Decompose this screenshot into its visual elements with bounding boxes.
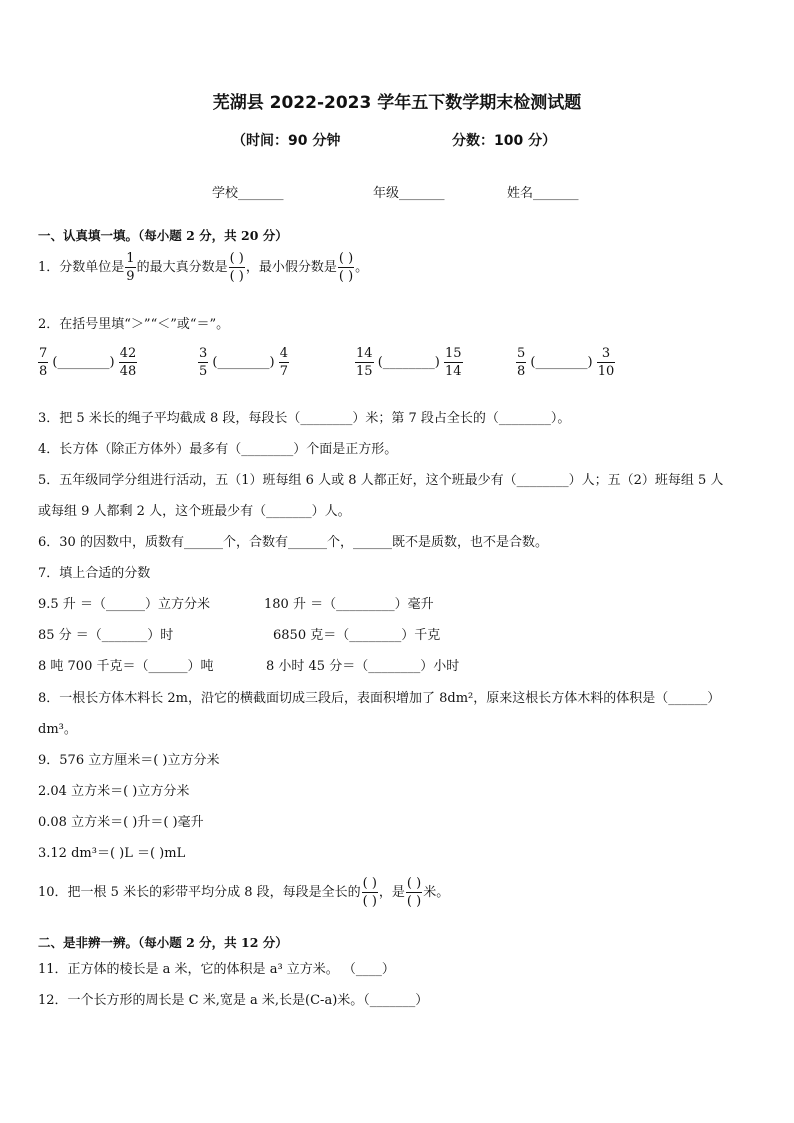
question-10: 10．把一根 5 米长的彩带平均分成 8 段，每段是全长的 ( ) ( ) ，是 ( ) ( ) 米。 [38,876,450,909]
q7-row-2b: 6850 克＝（________）千克 [273,628,441,643]
question-9-line-3: 0.08 立方米＝( )升＝( )毫升 [38,815,204,830]
school-field: 学校_______ [212,186,284,201]
fraction-blank: ( ) ( ) [338,251,354,284]
exam-score: 分数：100 分） [452,133,557,149]
question-2: 2．在括号里填“＞”“＜”或“＝”。 [38,317,230,332]
q1-text: 的最大真分数是 [136,260,228,275]
question-9-line-2: 2.04 立方米＝( )立方分米 [38,784,190,799]
fraction-blank: ( ) ( ) [406,876,422,909]
exam-time: （时间：90 分钟 [232,133,341,149]
question-8-line-2: dm³。 [38,722,77,737]
compare-pair: $\frac{3}{5}$ (________) $\frac{4}{7}$ [199,346,288,379]
compare-pair: $\frac{14}{15}$ (________) $\frac{15}{14}$ [356,346,462,379]
section-2-heading: 二、是非辨一辨。（每小题 2 分，共 12 分） [38,935,288,950]
page-title: 芜湖县 2022-2023 学年五下数学期末检测试题 [212,93,582,113]
q1-prefix: 1．分数单位是 [38,260,125,275]
question-5-line-2: 或每组 9 人都剩 2 人，这个班最少有（_______）人。 [38,504,351,519]
fraction-blank: ( ) ( ) [229,251,244,284]
question-7-heading: 7．填上合适的分数 [38,566,151,581]
question-4: 4．长方体（除正方体外）最多有（________）个面是正方形。 [38,442,398,457]
q7-row-1a: 9.5 升 ＝（______）立方分米 [38,597,210,612]
q7-row-3b: 8 小时 45 分＝（________）小时 [266,659,460,674]
question-9-line-4: 3.12 dm³＝( )L ＝( )mL [38,846,186,861]
question-3: 3．把 5 米长的绳子平均截成 8 段，每段长（________）米；第 7 段占全长的（________）。 [38,411,571,426]
question-9-line-1: 9．576 立方厘米＝( )立方分米 [38,753,220,768]
question-12: 12．一个长方形的周长是 C 米,宽是 a 米,长是(C-a)米。（_______） [38,993,429,1008]
question-6: 6．30 的因数中，质数有______个，合数有______个，______既不是质数，也不是合数。 [38,535,548,550]
compare-pair: $\frac{7}{8}$ (________) $\frac{42}{48}$ [39,346,137,379]
question-1: 1．分数单位是 $\frac{1}{9}$ 的最大真分数是 ( ) ( ) ，最小假分数是 ( ) ( ) 。 [38,251,369,284]
question-8-line-1: 8．一根长方体木料长 2m，沿它的横截面切成三段后，表面积增加了 8dm²，原来这根长方体木料的体积是（______） [38,691,721,706]
fraction-blank: ( ) ( ) [362,876,377,909]
question-5-line-1: 5．五年级同学分组进行活动，五（1）班每组 6 人或 8 人都正好，这个班最少有（________）人；五（2）班每组 5 人 [38,473,724,488]
q7-row-1b: 180 升 ＝（_________）毫升 [264,597,434,612]
name-field: 姓名_______ [507,186,579,201]
fraction-unit: $\frac{1}{9}$ [126,251,135,284]
grade-field: 年级_______ [373,186,445,201]
question-11: 11．正方体的棱长是 a 米，它的体积是 a³ 立方米。 （____） [38,962,395,977]
section-1-heading: 一、认真填一填。（每小题 2 分，共 20 分） [38,228,288,243]
compare-pair: $\frac{5}{8}$ (________) $\frac{3}{10}$ [517,346,615,379]
q7-row-2a: 85 分 ＝（_______）时 [38,628,174,643]
q7-row-3a: 8 吨 700 千克＝（______）吨 [38,659,214,674]
q1-text: ，最小假分数是 [245,260,337,275]
